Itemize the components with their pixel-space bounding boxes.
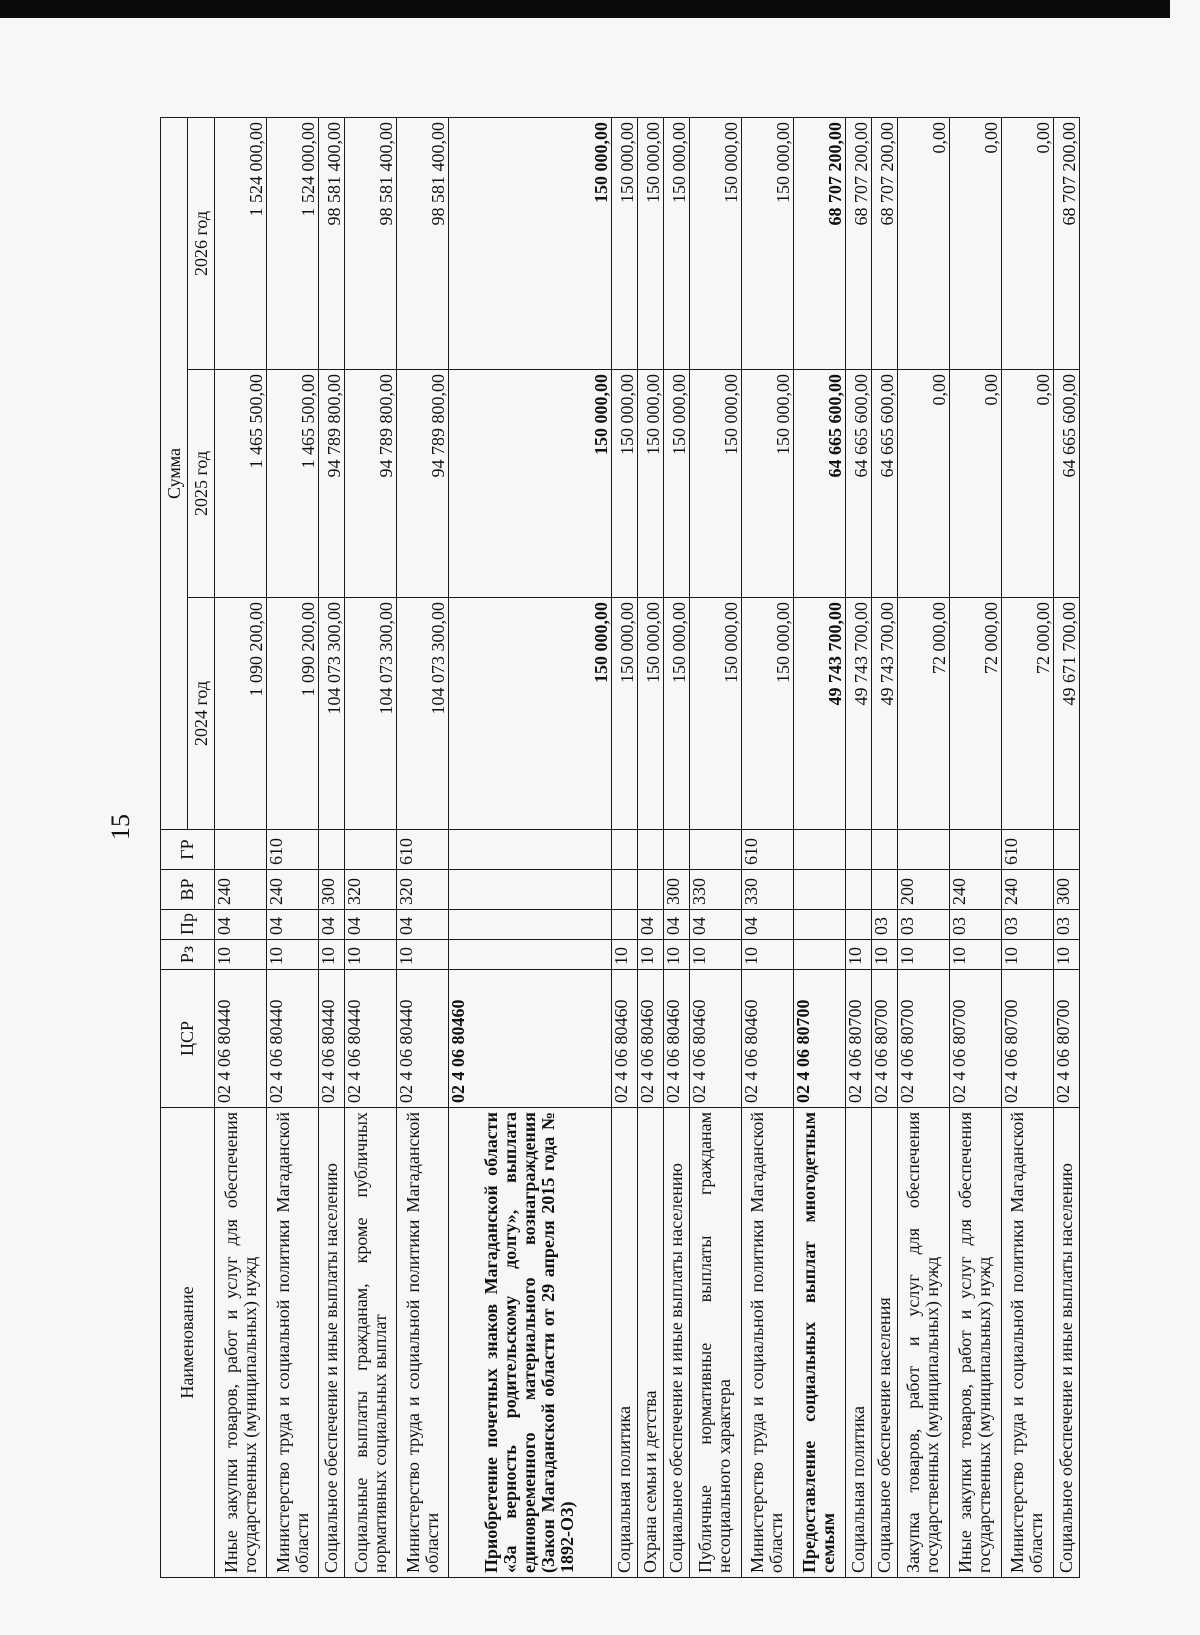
row-value-2025: 150 000,00	[663, 370, 689, 598]
table-row	[663, 117, 689, 1577]
table-row	[215, 117, 267, 1577]
row-gr	[845, 830, 871, 870]
row-rz: 10	[267, 940, 319, 970]
row-name: Предоставление социальных выплат многодетным семьям	[793, 1108, 845, 1578]
row-csr: 02 4 06 80460	[637, 970, 663, 1108]
row-value-2025: 94 789 800,00	[397, 370, 449, 598]
row-gr	[319, 830, 345, 870]
row-gr	[449, 830, 611, 870]
row-value-2026: 98 581 400,00	[319, 117, 345, 369]
table-row	[741, 117, 793, 1577]
row-csr: 02 4 06 80460	[449, 970, 611, 1108]
row-name: Министерство труда и социальной политики Магаданской области	[267, 1108, 319, 1578]
row-vr: 330	[741, 870, 793, 910]
row-value-2026: 98 581 400,00	[397, 117, 449, 369]
row-gr	[871, 830, 897, 870]
row-vr: 240	[215, 870, 267, 910]
table-row	[611, 117, 637, 1577]
row-vr: 320	[345, 870, 397, 910]
row-gr	[345, 830, 397, 870]
row-pr: 03	[897, 910, 949, 940]
row-rz: 10	[949, 940, 1001, 970]
row-gr	[663, 830, 689, 870]
row-rz: 10	[215, 940, 267, 970]
row-vr	[793, 870, 845, 910]
table-row	[845, 117, 871, 1577]
row-pr: 03	[871, 910, 897, 940]
table-row	[1001, 117, 1053, 1577]
row-pr: 03	[1001, 910, 1053, 940]
row-vr: 240	[267, 870, 319, 910]
row-csr: 02 4 06 80700	[845, 970, 871, 1108]
header-pr: Пр	[161, 910, 215, 940]
row-pr: 04	[345, 910, 397, 940]
table-row	[871, 117, 897, 1577]
scan-top-edge	[0, 0, 1170, 18]
row-gr: 610	[397, 830, 449, 870]
row-pr: 04	[267, 910, 319, 940]
row-name: Министерство труда и социальной политики Магаданской области	[1001, 1108, 1053, 1578]
row-value-2026: 150 000,00	[689, 117, 741, 369]
row-pr: 03	[949, 910, 1001, 940]
row-vr: 240	[949, 870, 1001, 910]
row-vr	[449, 870, 611, 910]
row-gr: 610	[267, 830, 319, 870]
table-body	[215, 117, 1080, 1577]
row-csr: 02 4 06 80440	[319, 970, 345, 1108]
row-pr: 04	[215, 910, 267, 940]
row-csr: 02 4 06 80460	[689, 970, 741, 1108]
row-rz: 10	[689, 940, 741, 970]
row-rz	[793, 940, 845, 970]
row-gr	[215, 830, 267, 870]
row-rz: 10	[897, 940, 949, 970]
row-value-2026: 0,00	[1001, 117, 1053, 369]
row-value-2026: 0,00	[949, 117, 1001, 369]
row-value-2024: 49 743 700,00	[845, 598, 871, 830]
row-rz: 10	[637, 940, 663, 970]
table-row	[1053, 117, 1079, 1577]
row-vr	[871, 870, 897, 910]
row-vr: 200	[897, 870, 949, 910]
row-name: Социальное обеспечение населения	[871, 1108, 897, 1578]
row-rz: 10	[1001, 940, 1053, 970]
row-value-2024: 49 743 700,00	[871, 598, 897, 830]
row-value-2025: 64 665 600,00	[793, 370, 845, 598]
row-vr: 300	[1053, 870, 1079, 910]
row-rz: 10	[845, 940, 871, 970]
row-pr: 04	[319, 910, 345, 940]
table-row	[397, 117, 449, 1577]
row-rz: 10	[871, 940, 897, 970]
row-value-2026: 68 707 200,00	[1053, 117, 1079, 369]
rotated-table-wrapper	[160, 118, 1080, 1578]
budget-table	[160, 117, 1080, 1578]
row-value-2024: 1 090 200,00	[267, 598, 319, 830]
row-pr	[845, 910, 871, 940]
row-csr: 02 4 06 80460	[611, 970, 637, 1108]
row-rz: 10	[611, 940, 637, 970]
row-value-2024: 150 000,00	[449, 598, 611, 830]
table-row	[319, 117, 345, 1577]
table-row	[897, 117, 949, 1577]
row-csr: 02 4 06 80460	[741, 970, 793, 1108]
row-value-2024: 1 090 200,00	[215, 598, 267, 830]
row-value-2026: 1 524 000,00	[267, 117, 319, 369]
row-csr: 02 4 06 80700	[949, 970, 1001, 1108]
row-gr	[793, 830, 845, 870]
row-name: Социальное обеспечение и иные выплаты населению	[663, 1108, 689, 1578]
table-row	[345, 117, 397, 1577]
row-csr: 02 4 06 80440	[397, 970, 449, 1108]
row-gr: 610	[1001, 830, 1053, 870]
row-pr	[793, 910, 845, 940]
row-vr	[611, 870, 637, 910]
row-gr	[1053, 830, 1079, 870]
row-value-2026: 68 707 200,00	[871, 117, 897, 369]
row-value-2025: 64 665 600,00	[1053, 370, 1079, 598]
row-name: Публичные нормативные выплаты гражданам несоциального характера	[689, 1108, 741, 1578]
row-name: Закупка товаров, работ и услуг для обеспечения государственных (муниципальных) нужд	[897, 1108, 949, 1578]
row-value-2026: 68 707 200,00	[845, 117, 871, 369]
row-value-2026: 98 581 400,00	[345, 117, 397, 369]
row-value-2024: 150 000,00	[689, 598, 741, 830]
row-value-2026: 150 000,00	[449, 117, 611, 369]
row-value-2024: 104 073 300,00	[319, 598, 345, 830]
row-value-2026: 150 000,00	[611, 117, 637, 369]
row-rz: 10	[397, 940, 449, 970]
row-value-2026: 0,00	[897, 117, 949, 369]
row-value-2025: 94 789 800,00	[345, 370, 397, 598]
row-rz: 10	[319, 940, 345, 970]
row-value-2026: 150 000,00	[637, 117, 663, 369]
row-csr: 02 4 06 80700	[793, 970, 845, 1108]
row-name: Приобретение почетных знаков Магаданской области «За верность родительскому долгу», выплата единовременного материального вознаграждения (Закон Магаданской области от 29 апреля 2015 года № 1892-ОЗ)	[449, 1108, 611, 1578]
page-number: 15	[106, 814, 135, 840]
row-csr: 02 4 06 80440	[215, 970, 267, 1108]
row-csr: 02 4 06 80700	[871, 970, 897, 1108]
row-rz	[449, 940, 611, 970]
row-csr: 02 4 06 80700	[1001, 970, 1053, 1108]
row-value-2026: 1 524 000,00	[215, 117, 267, 369]
row-value-2026: 150 000,00	[663, 117, 689, 369]
row-value-2025: 64 665 600,00	[871, 370, 897, 598]
row-value-2026: 68 707 200,00	[793, 117, 845, 369]
row-value-2024: 104 073 300,00	[397, 598, 449, 830]
table-row	[637, 117, 663, 1577]
row-name: Иные закупки товаров, работ и услуг для обеспечения государственных (муниципальных) нужд	[949, 1108, 1001, 1578]
row-name: Социальная политика	[845, 1108, 871, 1578]
table-row	[267, 117, 319, 1577]
row-vr	[845, 870, 871, 910]
row-value-2025: 150 000,00	[449, 370, 611, 598]
row-value-2024: 72 000,00	[1001, 598, 1053, 830]
row-name: Иные закупки товаров, работ и услуг для обеспечения государственных (муниципальных) нужд	[215, 1108, 267, 1578]
row-csr: 02 4 06 80460	[663, 970, 689, 1108]
header-vr: ВР	[161, 870, 215, 910]
row-vr: 240	[1001, 870, 1053, 910]
row-value-2025: 64 665 600,00	[845, 370, 871, 598]
header-2025: 2025 год	[188, 370, 215, 598]
header-csr: ЦСР	[161, 970, 215, 1108]
row-value-2024: 150 000,00	[663, 598, 689, 830]
table-row	[949, 117, 1001, 1577]
row-pr: 04	[741, 910, 793, 940]
header-rz: Рз	[161, 940, 215, 970]
row-name: Социальное обеспечение и иные выплаты населению	[319, 1108, 345, 1578]
row-value-2024: 49 743 700,00	[793, 598, 845, 830]
row-pr: 04	[397, 910, 449, 940]
row-value-2024: 72 000,00	[897, 598, 949, 830]
row-value-2025: 150 000,00	[637, 370, 663, 598]
row-gr	[637, 830, 663, 870]
header-2026: 2026 год	[188, 117, 215, 369]
row-value-2024: 150 000,00	[741, 598, 793, 830]
table-row	[689, 117, 741, 1577]
row-value-2024: 150 000,00	[611, 598, 637, 830]
row-gr	[897, 830, 949, 870]
row-pr: 03	[1053, 910, 1079, 940]
row-gr	[689, 830, 741, 870]
row-vr: 330	[689, 870, 741, 910]
row-gr	[611, 830, 637, 870]
row-value-2025: 150 000,00	[611, 370, 637, 598]
row-value-2024: 104 073 300,00	[345, 598, 397, 830]
row-pr: 04	[689, 910, 741, 940]
row-name: Министерство труда и социальной политики Магаданской области	[741, 1108, 793, 1578]
row-vr: 300	[663, 870, 689, 910]
row-pr	[449, 910, 611, 940]
row-csr: 02 4 06 80700	[897, 970, 949, 1108]
row-vr: 300	[319, 870, 345, 910]
row-gr	[949, 830, 1001, 870]
row-value-2026: 150 000,00	[741, 117, 793, 369]
row-value-2024: 72 000,00	[949, 598, 1001, 830]
row-rz: 10	[663, 940, 689, 970]
row-vr	[637, 870, 663, 910]
row-pr: 04	[637, 910, 663, 940]
row-value-2025: 150 000,00	[741, 370, 793, 598]
row-csr: 02 4 06 80440	[267, 970, 319, 1108]
row-name: Охрана семьи и детства	[637, 1108, 663, 1578]
row-value-2025: 0,00	[897, 370, 949, 598]
row-vr: 320	[397, 870, 449, 910]
row-csr: 02 4 06 80700	[1053, 970, 1079, 1108]
row-name: Социальное обеспечение и иные выплаты населению	[1053, 1108, 1079, 1578]
row-rz: 10	[345, 940, 397, 970]
header-2024: 2024 год	[188, 598, 215, 830]
row-name: Социальные выплаты гражданам, кроме публичных нормативных социальных выплат	[345, 1108, 397, 1578]
row-value-2025: 1 465 500,00	[215, 370, 267, 598]
row-value-2024: 150 000,00	[637, 598, 663, 830]
row-name: Социальная политика	[611, 1108, 637, 1578]
row-value-2025: 150 000,00	[689, 370, 741, 598]
row-rz: 10	[1053, 940, 1079, 970]
header-sum: Сумма	[161, 117, 188, 829]
row-pr	[611, 910, 637, 940]
row-value-2025: 0,00	[949, 370, 1001, 598]
row-value-2024: 49 671 700,00	[1053, 598, 1079, 830]
row-value-2025: 0,00	[1001, 370, 1053, 598]
row-csr: 02 4 06 80440	[345, 970, 397, 1108]
row-pr: 04	[663, 910, 689, 940]
table-row	[793, 117, 845, 1577]
row-name: Министерство труда и социальной политики Магаданской области	[397, 1108, 449, 1578]
table-row	[449, 117, 611, 1577]
row-rz: 10	[741, 940, 793, 970]
row-gr: 610	[741, 830, 793, 870]
row-value-2025: 1 465 500,00	[267, 370, 319, 598]
header-gr: ГР	[161, 830, 215, 870]
header-name: Наименование	[161, 1108, 215, 1578]
row-value-2025: 94 789 800,00	[319, 370, 345, 598]
